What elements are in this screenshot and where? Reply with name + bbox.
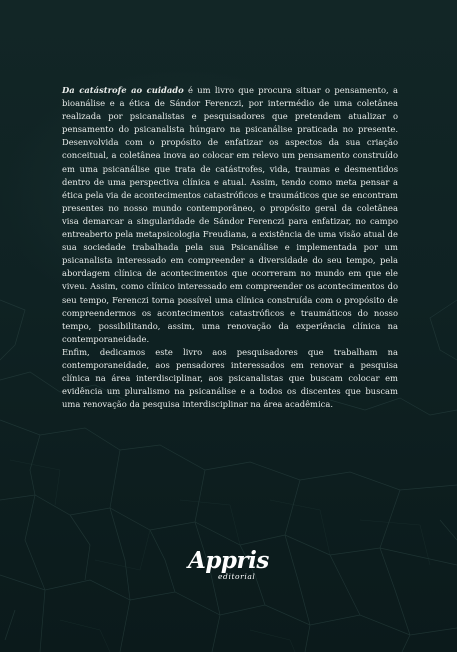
blurb-paragraph-2: Enfim, dedicamos este livro aos pesquisadores que trabalham na contemporaneidade, aos pensadores interessados em renovar a pesquisa clínica na área interdisciplinar, aos psicanalistas que buscam colocar em evidência um pluralismo na psicanálise e a todos os discentes que buscam uma renovação da pesquisa interdisciplinar na área acadêmica. (62, 346, 398, 410)
back-cover-blurb (62, 84, 398, 411)
book-title: Da catástrofe ao cuidado (62, 85, 184, 95)
logo-wordmark: Appris (188, 547, 269, 574)
appris-editorial-logo (188, 548, 272, 588)
logo-subtitle: editorial (218, 572, 256, 581)
blurb-paragraph-1-text: é um livro que procura situar o pensamento, a bioanálise e a ética de Sándor Ferenczi, por intermédio de uma coletânea realizada por psicanalistas e pesquisadores que pretendem atualizar o pensamento do psicanalista húngaro na psicanálise praticada no presente. Desenvolvida com o propósito de enfatizar os aspectos da sua criação conceitual, a coletânea inova ao colocar em relevo um pensamento construído em uma psicanálise que trata de catástrofes, vida, traumas e desmentidos dentro de uma perspectiva clínica e atual. Assim, tendo como meta pensar a ética pela via de acontecimentos catastróficos e traumáticos que se encontram presentes no nosso mundo contemporâneo, o propósito geral da coletânea visa demarcar a singularidade de Sándor Ferenczi para enfatizar, no campo entreaberto pela metapsicologia Freudiana, a existência de uma visão atual de sua sociedade trabalhada pela sua Psicanálise e implementada por um psicanalista interessado em compreender a diversidade do seu tempo, pela abordagem clínica de acontecimentos que ocorreram no mundo em que ele viveu. Assim, como clínico interessado em compreender os acontecimentos do seu tempo, Ferenczi torna possível uma clínica construída com o propósito de compreendermos os acontecimentos catastróficos e traumáticos do nosso tempo, possibilitando, assim, uma renovação da experiência clínica na contemporaneidade. (62, 85, 398, 344)
blurb-paragraph-1 (62, 84, 398, 346)
